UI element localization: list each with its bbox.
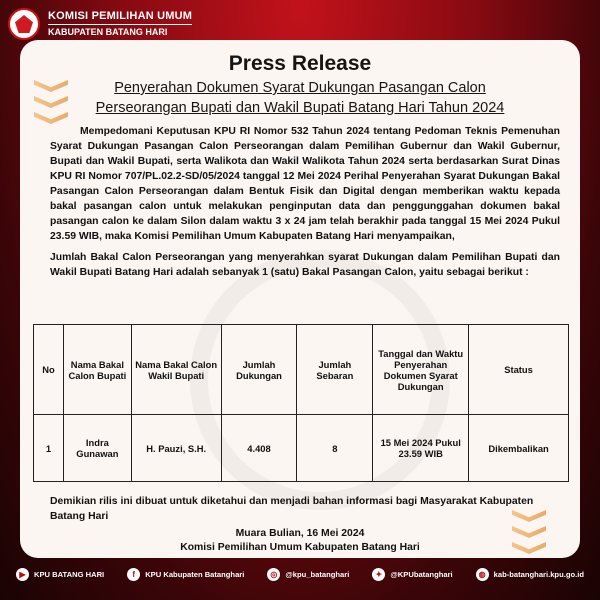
- col-header-sebaran: Jumlah Sebaran: [297, 325, 373, 415]
- subtitle-line2: Perseorangan Bupati dan Wakil Bupati Batang Hari Tahun 2024: [95, 100, 505, 116]
- twitter-icon: ✦: [372, 568, 385, 581]
- instagram-label: @kpu_batanghari: [285, 569, 350, 579]
- col-header-bupati: Nama Bakal Calon Bupati: [63, 325, 131, 415]
- kpu-logo: [8, 8, 40, 40]
- sign-org: Komisi Pemilihan Umum Kabupaten Batang Hari: [180, 542, 420, 553]
- subtitle-line1: Penyerahan Dokumen Syarat Dukungan Pasangan Calon: [114, 80, 486, 96]
- org-name: [48, 10, 192, 39]
- cell-status: Dikembalikan: [469, 415, 569, 482]
- paragraph-2: Jumlah Bakal Calon Perseorangan yang menyerahkan syarat Dukungan dalam Pemilihan Bupati dan Wakil Bupati Batang Hari adalah sebanyak 1 (satu) Bakal Pasangan Calon, yaitu sebagai berikut :: [50, 252, 560, 278]
- twitter-label: @KPUbatanghari: [390, 569, 453, 579]
- footer-social-bar: [0, 563, 600, 585]
- col-header-dukungan: Jumlah Dukungan: [221, 325, 297, 415]
- globe-icon: ◍: [476, 568, 489, 581]
- org-line2: KABUPATEN BATANG HARI: [48, 24, 192, 39]
- table-header-row: [34, 325, 569, 415]
- facebook-icon: f: [127, 568, 140, 581]
- cell-tanggal: 15 Mei 2024 Pukul 23.59 WIB: [373, 415, 469, 482]
- instagram-icon: ◎: [267, 568, 280, 581]
- footer-twitter[interactable]: [372, 568, 452, 581]
- col-header-no: No: [34, 325, 64, 415]
- footer-instagram[interactable]: [267, 568, 349, 581]
- page-title: Press Release: [228, 52, 372, 75]
- youtube-label: KPU BATANG HARI: [34, 569, 105, 579]
- col-header-status: Status: [469, 325, 569, 415]
- cell-no: 1: [34, 415, 64, 482]
- footer-facebook[interactable]: [127, 568, 244, 581]
- footer-web[interactable]: [476, 568, 584, 581]
- col-header-wakil: Nama Bakal Calon Wakil Bupati: [131, 325, 221, 415]
- footer-youtube[interactable]: [16, 568, 104, 581]
- press-release-card: [20, 40, 580, 558]
- cell-wakil: H. Pauzi, S.H.: [131, 415, 221, 482]
- web-label: kab-batanghari.kpu.go.id: [493, 569, 584, 579]
- candidate-table: [33, 324, 569, 482]
- cell-bupati: Indra Gunawan: [63, 415, 131, 482]
- col-header-tanggal: Tanggal dan Waktu Penyerahan Dokumen Syarat Dukungan: [373, 325, 469, 415]
- youtube-icon: ▶: [16, 568, 29, 581]
- table-row: [34, 415, 569, 482]
- paragraph-1: Mempedomani Keputusan KPU RI Nomor 532 Tahun 2024 tentang Pedoman Teknis Pemenuhan Syarat Dukungan Pasangan Calon Perseorangan dalam Pemilihan Gubernur dan Wakil Gubernur, Bupati dan Wakil Bupati, serta Walikota dan Wakil Walikota Tahun 2024 serta berdasarkan Surat Dinas KPU RI Nomor 707/PL.02.2-SD/05/2024 tanggal 12 Mei 2024 Perihal Penyerahan Syarat Dukungan Bakal Pasangan Calon Perseorangan dalam Bentuk Fisik dan Digital dengan memberikan waktu kepada bakal pasangan calon untuk melakukan penginputan data dan penggunggahan dokumen bakal pasangan calon ke dalam Silon dalam waktu 3 x 24 jam telah berakhir pada tanggal 15 Mei 2024 Pukul 23.59 WIB, maka Komisi Pemilihan Umum Kabupaten Batang Hari menyampaikan,: [50, 126, 560, 242]
- cell-sebaran: 8: [297, 415, 373, 482]
- org-line1: KOMISI PEMILIHAN UMUM: [48, 9, 193, 22]
- facebook-label: KPU Kabupaten Batanghari: [145, 569, 245, 579]
- closing-paragraph: Demikian rilis ini dibuat untuk diketahui dan menjadi bahan informasi bagi Masyarakat Kabupaten Batang Hari: [50, 496, 534, 522]
- sign-place-date: Muara Bulian, 16 Mei 2024: [235, 528, 365, 539]
- cell-dukungan: 4.408: [221, 415, 297, 482]
